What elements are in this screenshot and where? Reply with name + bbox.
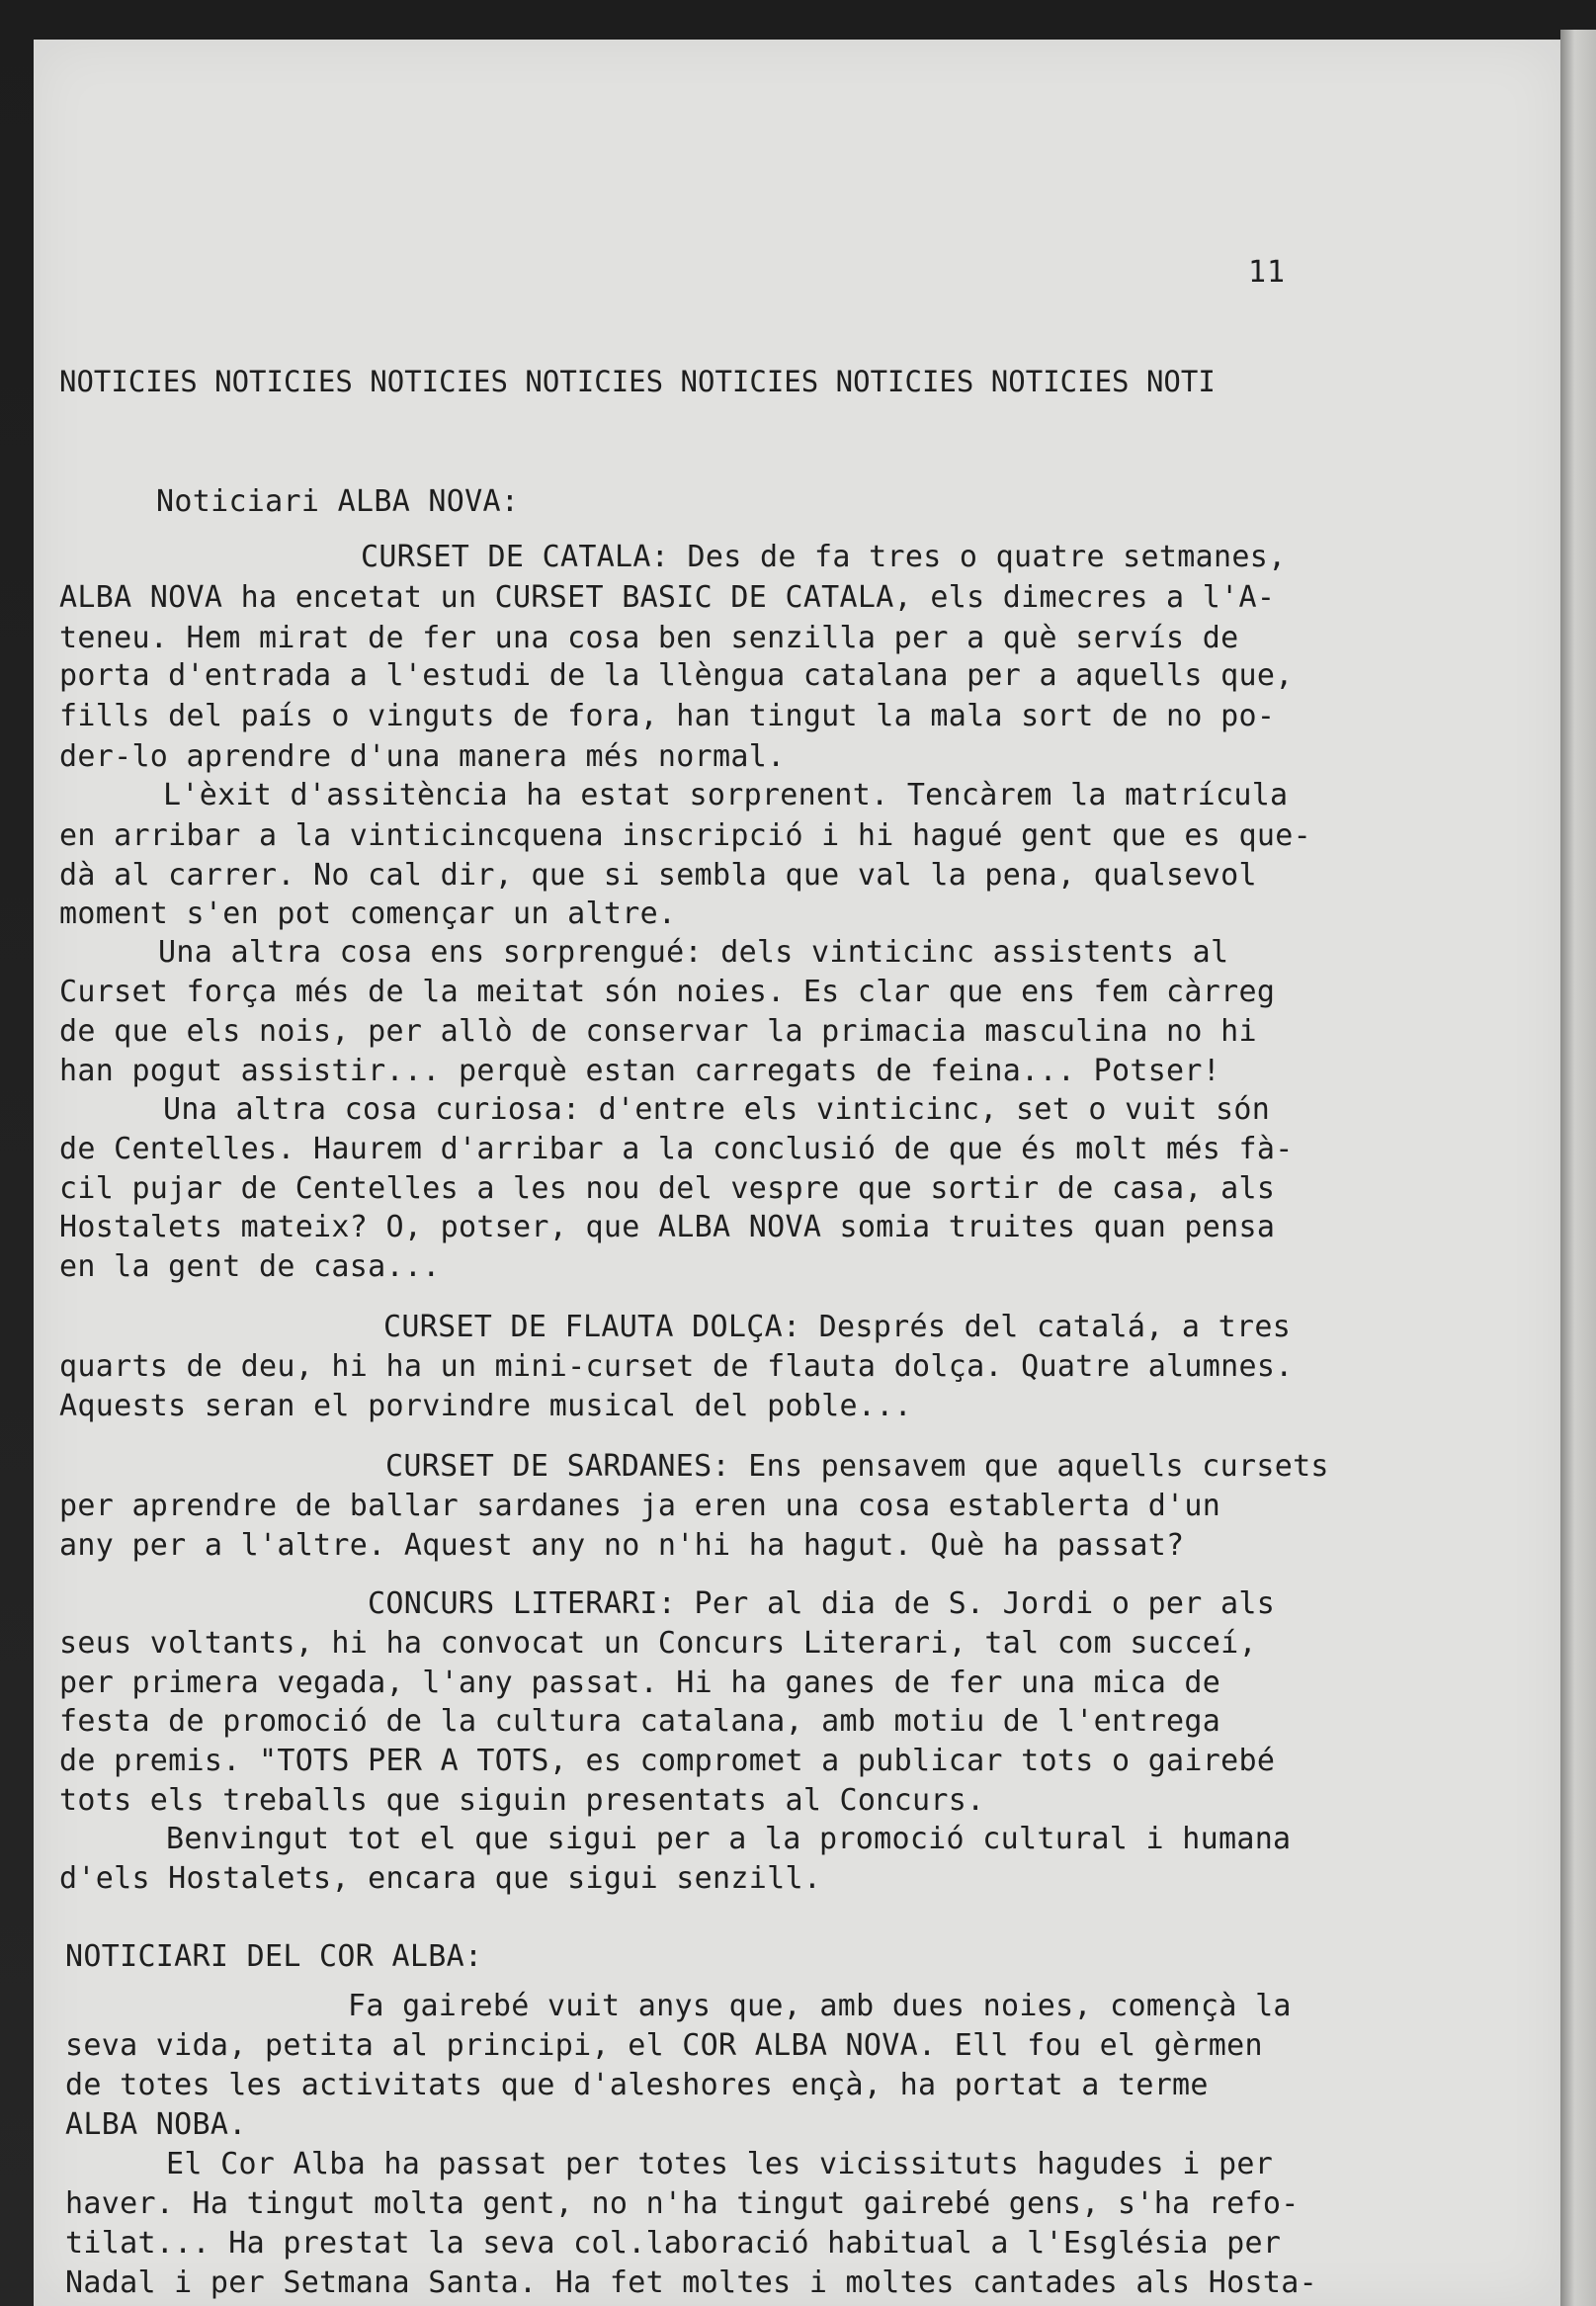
text-line: El Cor Alba ha passat per totes les vicissituts hagudes i per [166,2147,1274,2181]
text-line: Nadal i per Setmana Santa. Ha fet moltes i moltes cantades als Hosta- [65,2265,1317,2300]
text-line: seva vida, petita al principi, el COR ALBA NOVA. Ell fou el gèrmen [65,2028,1263,2063]
text-line: CURSET DE FLAUTA DOLÇA: Després del catalá, a tres [383,1310,1292,1344]
text-line: quarts de deu, hi ha un mini-curset de flauta dolça. Quatre alumnes. [59,1349,1294,1384]
text-line: moment s'en pot començar un altre. [59,897,677,931]
text-line: tilat... Ha prestat la seva col.laboració habitual a l'Església per [65,2226,1282,2261]
text-line: tots els treballs que siguin presentats al Concurs. [59,1783,985,1818]
text-line: ALBA NOVA ha encetat un CURSET BASIC DE CATALA, els dimecres a l'A- [59,580,1276,615]
text-line: de premis. "TOTS PER A TOTS, es compromet a publicar tots o gairebé [59,1744,1276,1778]
text-line: der-lo aprendre d'una manera més normal. [59,739,786,774]
text-line: any per a l'altre. Aquest any no n'hi ha hagut. Què ha passat? [59,1528,1185,1563]
text-line: fills del país o vinguts de fora, han tingut la mala sort de no po- [59,699,1276,733]
text-line: porta d'entrada a l'estudi de la llèngua catalana per a aquells que, [59,658,1294,693]
text-line: en la gent de casa... [59,1249,441,1284]
text-line: de Centelles. Haurem d'arribar a la conclusió de que és molt més fà- [59,1132,1294,1166]
text-line: d'els Hostalets, encara que sigui senzill. [59,1861,822,1896]
text-line: L'èxit d'assitència ha estat sorprenent. Tencàrem la matrícula [163,778,1289,812]
text-line: teneu. Hem mirat de fer una cosa ben senzilla per a què servís de [59,621,1239,655]
text-line: Una altra cosa ens sorprengué: dels vinticinc assistents al [158,935,1229,970]
text-line: Fa gairebé vuit anys que, amb dues noies, començà la [348,1989,1292,2023]
text-line: han pogut assistir... perquè estan carregats de feina... Potser! [59,1054,1221,1088]
text-line: haver. Ha tingut molta gent, no n'ha tingut gairebé gens, s'ha refo- [65,2186,1300,2221]
text-line: per aprendre de ballar sardanes ja eren una cosa establerta d'un [59,1489,1221,1523]
text-line: de totes les activitats que d'aleshores ençà, ha portat a terme [65,2068,1209,2102]
text-line: per primera vegada, l'any passat. Hi ha ganes de fer una mica de [59,1665,1221,1700]
text-line: CURSET DE SARDANES: Ens pensavem que aquells cursets [385,1449,1329,1484]
section-heading-alba-nova: Noticiari ALBA NOVA: [156,484,520,519]
text-line: CURSET DE CATALA: Des de fa tres o quatre setmanes, [361,540,1287,574]
text-line: CONCURS LITERARI: Per al dia de S. Jordi o per als [368,1586,1276,1621]
news-banner: NOTICIES NOTICIES NOTICIES NOTICIES NOTICIES NOTICIES NOTICIES NOTI [59,365,1216,398]
text-line: Curset força més de la meitat són noies. Es clar que ens fem càrreg [59,975,1276,1009]
text-line: ALBA NOBA. [65,2107,247,2142]
text-line: de que els nois, per allò de conservar la primacia masculina no hi [59,1014,1257,1049]
text-line: Aquests seran el porvindre musical del poble... [59,1389,912,1423]
text-line: seus voltants, hi ha convocat un Concurs Literari, tal com succeí, [59,1626,1257,1661]
page-edge-shadow [1560,30,1596,2306]
text-line: Una altra cosa curiosa: d'entre els vinticinc, set o vuit són [163,1092,1271,1127]
text-line: Hostalets mateix? O, potser, que ALBA NOVA somia truites quan pensa [59,1210,1276,1244]
text-line: festa de promoció de la cultura catalana, amb motiu de l'entrega [59,1704,1221,1739]
page-number: 11 [1248,255,1287,290]
text-line: cil pujar de Centelles a les nou del vespre que sortir de casa, als [59,1171,1276,1206]
section-heading-cor-alba: NOTICIARI DEL COR ALBA: [65,1939,483,1974]
text-line: Benvingut tot el que sigui per a la promoció cultural i humana [166,1822,1292,1856]
text-line: en arribar a la vinticincquena inscripció i hi hagué gent que es que- [59,818,1311,853]
text-line: dà al carrer. No cal dir, que si sembla que val la pena, qualsevol [59,858,1257,893]
